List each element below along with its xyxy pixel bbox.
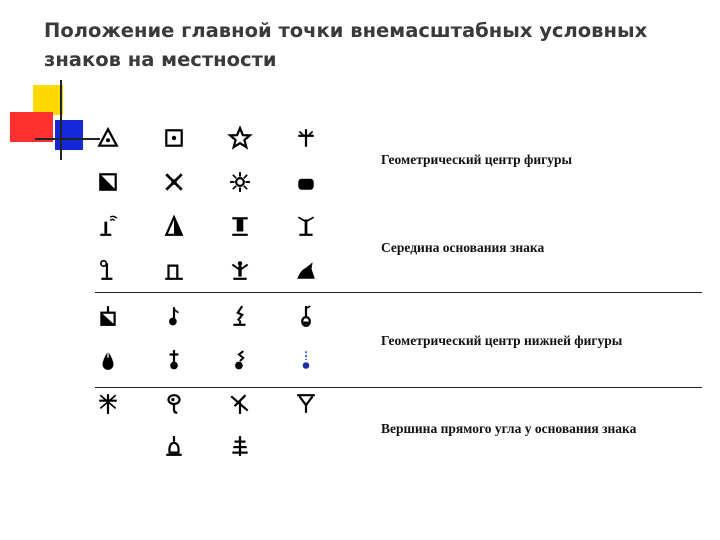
wind-engine-icon: [295, 215, 317, 237]
loop-icon: [163, 393, 185, 415]
star-icon: [229, 127, 251, 149]
group-label-base-middle: Середина основания знака: [381, 240, 545, 255]
symbol-grid: [95, 125, 325, 465]
asterisk-icon: [97, 393, 119, 415]
yellow-square: [33, 85, 63, 115]
water-drop-icon: [295, 349, 317, 371]
divider-line: [95, 387, 702, 388]
monument-icon: [229, 215, 251, 237]
group-label-right-angle-vertex: Вершина прямого угла у основания знака: [381, 421, 637, 436]
tree-icon: [229, 435, 251, 457]
triangulation-point-icon: [97, 127, 119, 149]
statue-icon: [229, 259, 251, 281]
radio-tower-icon: [97, 215, 119, 237]
rock-icon: [295, 259, 317, 281]
half-filled-square-icon: [97, 171, 119, 193]
y-fork-icon: [295, 393, 317, 415]
factory-icon: [97, 305, 119, 327]
crossed-x-icon: [229, 393, 251, 415]
lollipop-icon: [163, 305, 185, 327]
corner-decoration: [0, 80, 100, 170]
square-point-icon: [163, 127, 185, 149]
gate-icon: [163, 259, 185, 281]
group-label-lower-figure-center: Геометрический центр нижней фигуры: [381, 333, 623, 348]
filled-rectangle-icon: [295, 171, 317, 193]
red-square: [10, 112, 53, 142]
bell-icon: [163, 435, 185, 457]
cross-icon: [163, 171, 185, 193]
filled-triangle-icon: [163, 215, 185, 237]
slide-title: Положение главной точки внемасштабных условных знаков на местности: [44, 19, 648, 71]
hook-icon: [97, 259, 119, 281]
cross-stem-icon: [163, 349, 185, 371]
fuel-icon: [295, 305, 317, 327]
drop-icon: [97, 349, 119, 371]
blue-square: [55, 120, 83, 150]
group-label-geometric-center: Геометрический центр фигуры: [381, 152, 573, 167]
windmill-icon: [295, 127, 317, 149]
divider-line: [95, 292, 702, 293]
lightning-post-icon: [229, 305, 251, 327]
sun-icon: [229, 171, 251, 193]
wave-post-icon: [229, 349, 251, 371]
